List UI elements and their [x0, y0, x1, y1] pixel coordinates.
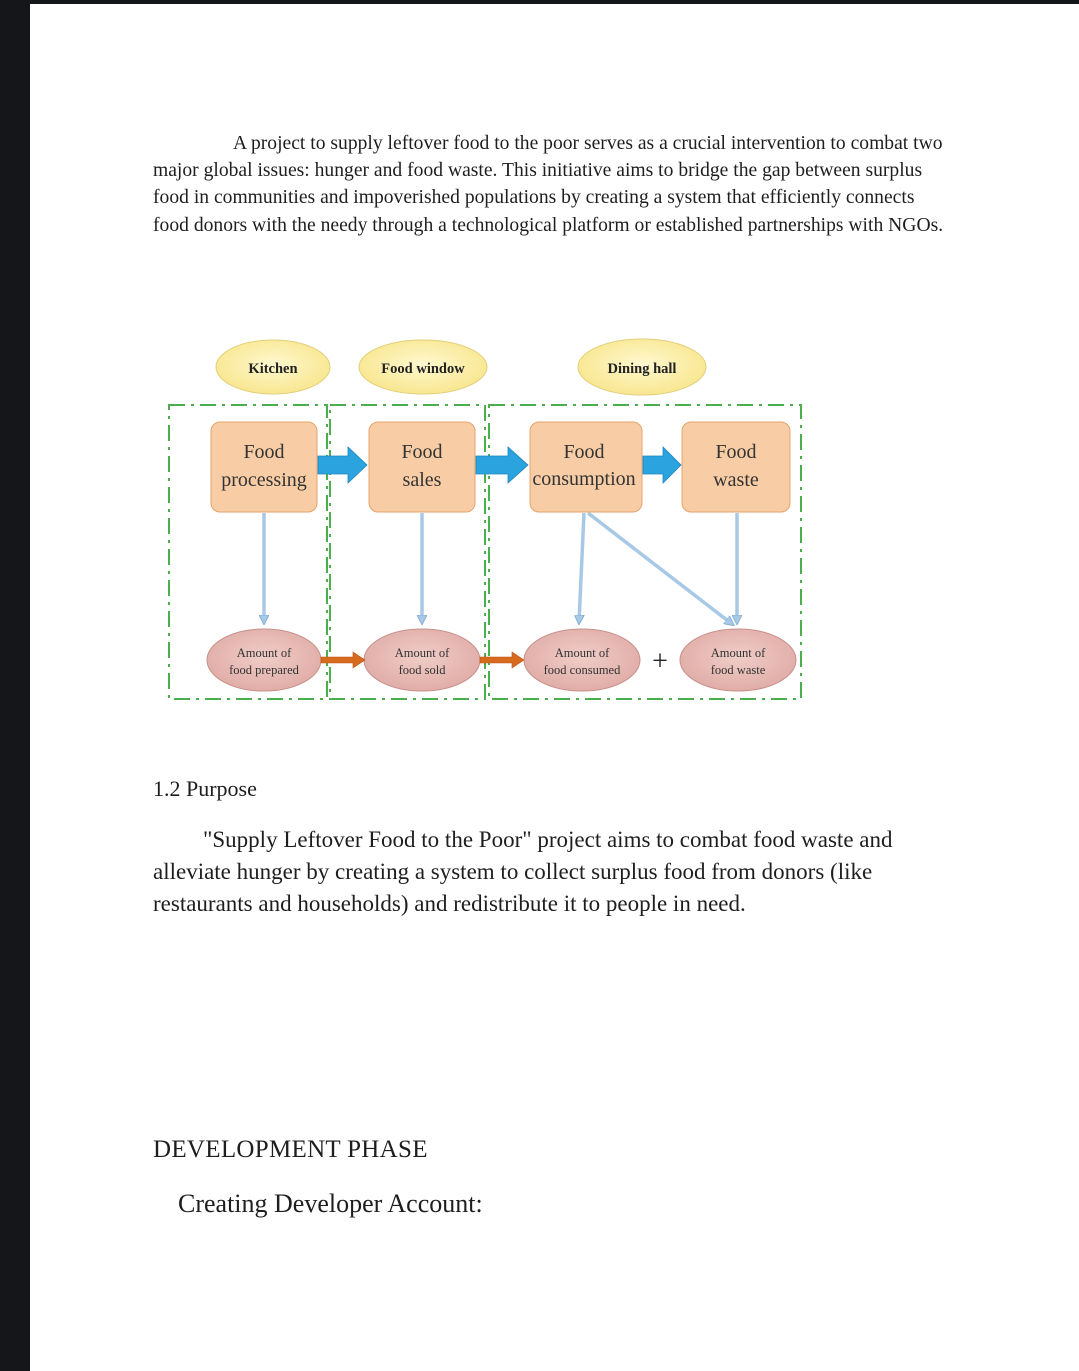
- stage-food-processing: [211, 422, 317, 512]
- amount-prepared-line2: food prepared: [229, 663, 299, 677]
- location-kitchen: [216, 340, 330, 394]
- development-heading: DEVELOPMENT PHASE: [153, 1136, 428, 1163]
- stage-processing-line1: Food: [243, 441, 285, 463]
- stage-sales-line2: sales: [402, 469, 442, 491]
- amount-sold-line2: food sold: [398, 663, 446, 677]
- amount-food-prepared: [207, 629, 321, 691]
- purpose-heading: 1.2 Purpose: [153, 776, 257, 801]
- stage-processing-line2: processing: [221, 469, 307, 491]
- arrow-processing-to-sales: [318, 447, 367, 483]
- amount-sold-line1: Amount of: [394, 646, 450, 660]
- vertical-arrows: [264, 513, 737, 624]
- location-kitchen-label: Kitchen: [248, 361, 298, 377]
- arrow-consumption-to-food-waste: [588, 513, 732, 624]
- amount-food-waste: [680, 629, 796, 691]
- arrow-consumption-to-waste: [643, 447, 681, 483]
- plus-sign: +: [652, 646, 668, 677]
- stage-consumption-line1: Food: [563, 441, 605, 463]
- stage-waste-line2: waste: [713, 469, 759, 491]
- amount-food-sold: [364, 629, 480, 691]
- amount-consumed-line2: food consumed: [543, 663, 621, 677]
- amount-waste-line1: Amount of: [710, 646, 766, 660]
- location-food-window: [359, 340, 487, 394]
- stage-food-sales: [369, 422, 475, 512]
- location-dining-hall-label: Dining hall: [607, 361, 677, 377]
- arrow-consumption-to-consumed: [579, 513, 584, 622]
- amount-consumed-line1: Amount of: [554, 646, 610, 660]
- stage-sales-line1: Food: [401, 441, 443, 463]
- location-dining-hall: [578, 339, 706, 395]
- arrow-sold-to-consumed: [480, 652, 524, 668]
- document-page: [30, 4, 1079, 1371]
- arrow-sales-to-consumption: [476, 447, 528, 483]
- developer-account-subheading: Creating Developer Account:: [178, 1189, 483, 1218]
- stage-food-consumption: [530, 422, 642, 512]
- location-food-window-label: Food window: [381, 361, 465, 377]
- stage-waste-line1: Food: [715, 441, 757, 463]
- stage-food-waste: [682, 422, 790, 512]
- purpose-paragraph: "Supply Leftover Food to the Poor" project aims to combat food waste and alleviate hunger by creating a system to collect surplus food from donors (like restaurants and households) and redistribute it to people in need.: [153, 827, 893, 916]
- food-flow-diagram: [160, 330, 810, 715]
- amount-food-consumed: [524, 629, 640, 691]
- amount-prepared-line1: Amount of: [236, 646, 292, 660]
- intro-paragraph: A project to supply leftover food to the poor serves as a crucial intervention to combat two major global issues: hunger and food waste. This initiative aims to bridge the gap between surplus food in communities and impoverished populations by creating a system that efficiently connects food donors with the needy through a technological platform or established partnerships with NGOs.: [153, 133, 944, 236]
- stage-consumption-line2: consumption: [532, 468, 636, 490]
- amount-waste-line2: food waste: [710, 663, 766, 677]
